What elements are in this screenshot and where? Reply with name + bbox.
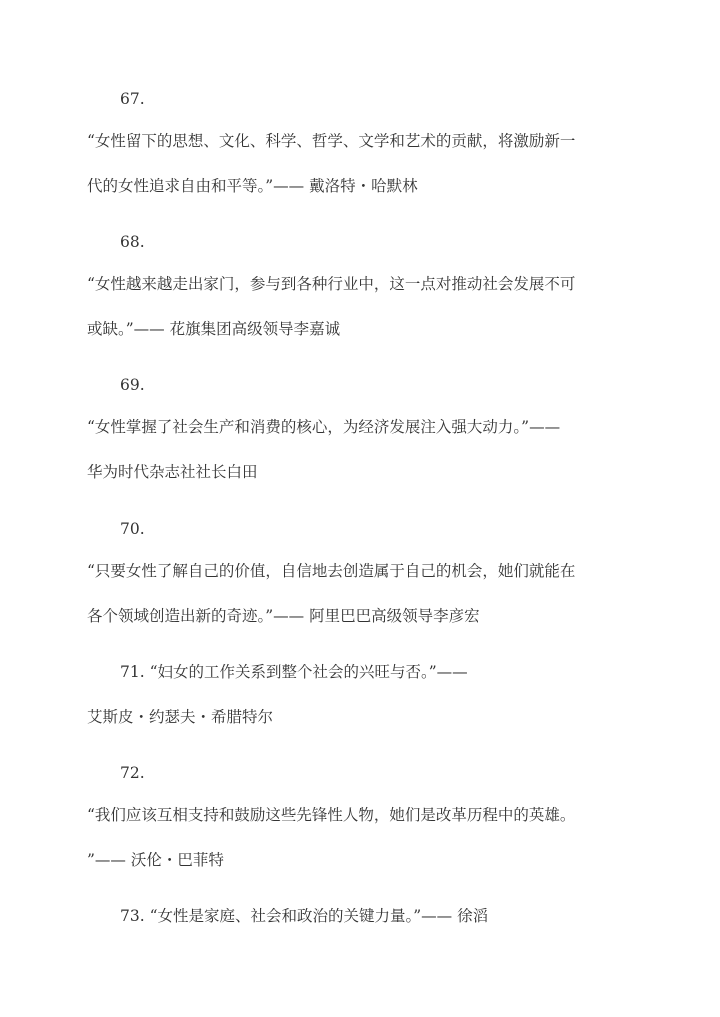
quote-67-line-1: “女性留下的思想、文化、科学、哲学、文学和艺术的贡献，将激励新一 — [87, 132, 576, 150]
quote-67-line-2: 代的女性追求自由和平等。”—— 戴洛特・哈默林 — [87, 177, 418, 195]
quote-70-line-1: “只要女性了解自己的价值，自信地去创造属于自己的机会，她们就能在 — [87, 562, 576, 580]
quote-71-line-2: 艾斯皮・约瑟夫・希腊特尔 — [87, 708, 274, 726]
quote-73-line-1: 73. “女性是家庭、社会和政治的关键力量。”—— 徐滔 — [120, 907, 489, 925]
quote-72-line-2: ”—— 沃伦・巴菲特 — [87, 851, 224, 869]
quote-72-line-1: “我们应该互相支持和鼓励这些先锋性人物，她们是改革历程中的英雄。 — [87, 806, 576, 824]
quote-68-line-1: “女性越来越走出家门，参与到各种行业中，这一点对推动社会发展不可 — [87, 275, 576, 293]
quote-number-70: 70. — [120, 520, 145, 538]
quote-69-line-1: “女性掌握了社会生产和消费的核心，为经济发展注入强大动力。”—— — [87, 418, 561, 436]
quote-69-line-2: 华为时代杂志社社长白田 — [87, 463, 258, 481]
quote-71-line-1: 71. “妇女的工作关系到整个社会的兴旺与否。”—— — [120, 663, 468, 681]
quote-number-72: 72. — [120, 764, 145, 782]
quote-68-line-2: 或缺。”—— 花旗集团高级领导李嘉诚 — [87, 320, 341, 338]
quote-70-line-2: 各个领域创造出新的奇迹。”—— 阿里巴巴高级领导李彦宏 — [87, 607, 480, 625]
quote-number-68: 68. — [120, 233, 145, 251]
quote-number-67: 67. — [120, 90, 145, 108]
quote-number-69: 69. — [120, 376, 145, 394]
